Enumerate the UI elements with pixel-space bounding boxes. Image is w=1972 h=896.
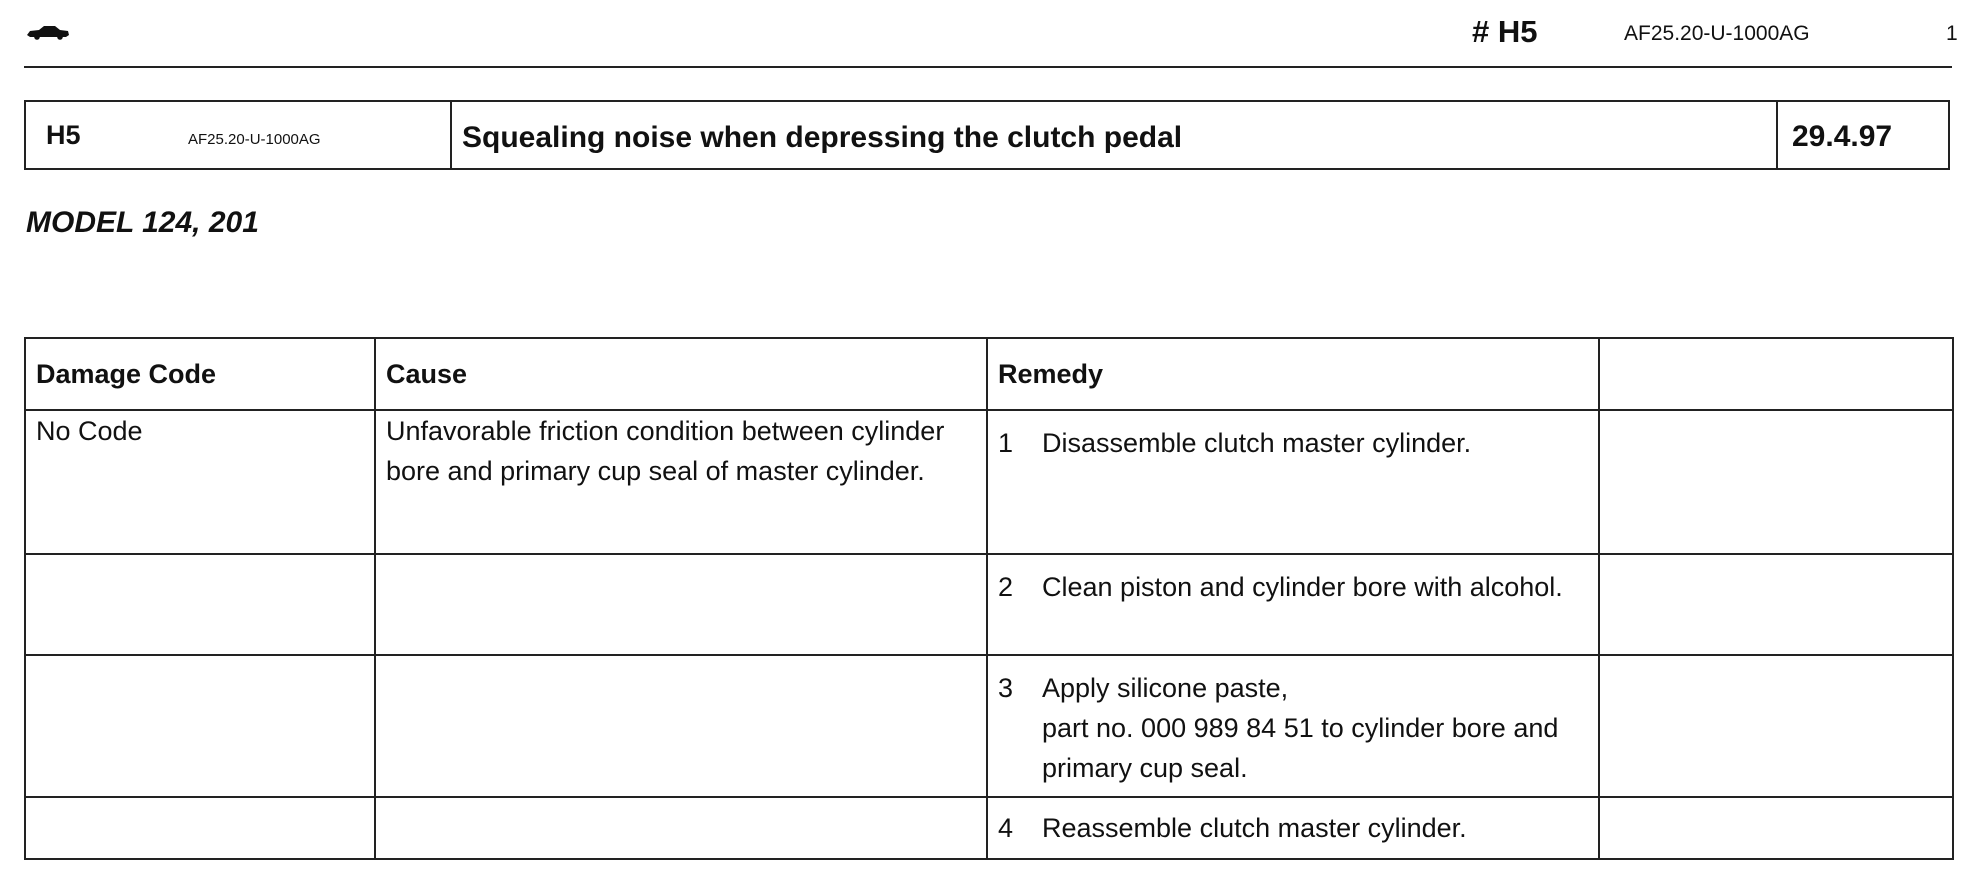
title-cell bbox=[452, 102, 1778, 168]
table-header-row bbox=[25, 338, 1953, 410]
title-code-cell bbox=[26, 102, 452, 168]
table-row bbox=[25, 410, 1953, 554]
cause-cell bbox=[375, 655, 987, 797]
remedy-text: Disassemble clutch master cylinder. bbox=[1042, 428, 1472, 458]
remedy-cell bbox=[987, 554, 1599, 655]
document-reference: AF25.20-U-1000AG bbox=[1624, 22, 1810, 45]
page-title: Squealing noise when depressing the clutch pedal bbox=[462, 121, 1183, 154]
page-number: 1 bbox=[1946, 22, 1958, 45]
document-code: # H5 bbox=[1472, 14, 1538, 49]
damage-code-cell bbox=[25, 655, 375, 797]
column-header-remedy: Remedy bbox=[987, 338, 1599, 410]
cause-cell bbox=[375, 554, 987, 655]
column-header-cause: Cause bbox=[375, 338, 987, 410]
step-number: 3 bbox=[998, 673, 1014, 703]
blank-cell bbox=[1599, 554, 1953, 655]
date-cell bbox=[1778, 102, 1948, 168]
car-icon bbox=[26, 24, 70, 45]
damage-code-cell bbox=[25, 797, 375, 859]
cause-cell bbox=[375, 797, 987, 859]
step-number: 2 bbox=[998, 572, 1014, 602]
remedy-cell bbox=[987, 410, 1599, 554]
table-row bbox=[25, 797, 1953, 859]
remedy-cell bbox=[987, 655, 1599, 797]
title-code: H5 bbox=[46, 120, 81, 150]
damage-code-cell: No Code bbox=[25, 410, 375, 554]
table-row bbox=[25, 554, 1953, 655]
issue-date: 29.4.97 bbox=[1792, 120, 1893, 153]
blank-cell bbox=[1599, 797, 1953, 859]
cause-cell: Unfavorable friction condition between cylinder bore and primary cup seal of master cylinder. bbox=[375, 410, 987, 554]
remedy-text: Reassemble clutch master cylinder. bbox=[1042, 813, 1467, 843]
step-number: 4 bbox=[998, 813, 1014, 843]
blank-cell bbox=[1599, 410, 1953, 554]
table-row bbox=[25, 655, 1953, 797]
remedy-text: Clean piston and cylinder bore with alcohol. bbox=[1042, 572, 1563, 602]
page-header bbox=[24, 0, 1958, 68]
model-line: MODEL 124, 201 bbox=[26, 206, 259, 239]
damage-table bbox=[24, 337, 1954, 860]
remedy-cell bbox=[987, 797, 1599, 859]
blank-cell bbox=[1599, 655, 1953, 797]
damage-code-cell bbox=[25, 554, 375, 655]
column-header-damage-code: Damage Code bbox=[25, 338, 375, 410]
column-header-blank bbox=[1599, 338, 1953, 410]
step-number: 1 bbox=[998, 428, 1014, 458]
title-reference: AF25.20-U-1000AG bbox=[188, 131, 321, 148]
title-block bbox=[24, 100, 1950, 170]
remedy-text: Apply silicone paste, part no. 000 989 84 51 to cylinder bore and primary cup seal. bbox=[1042, 673, 1559, 783]
